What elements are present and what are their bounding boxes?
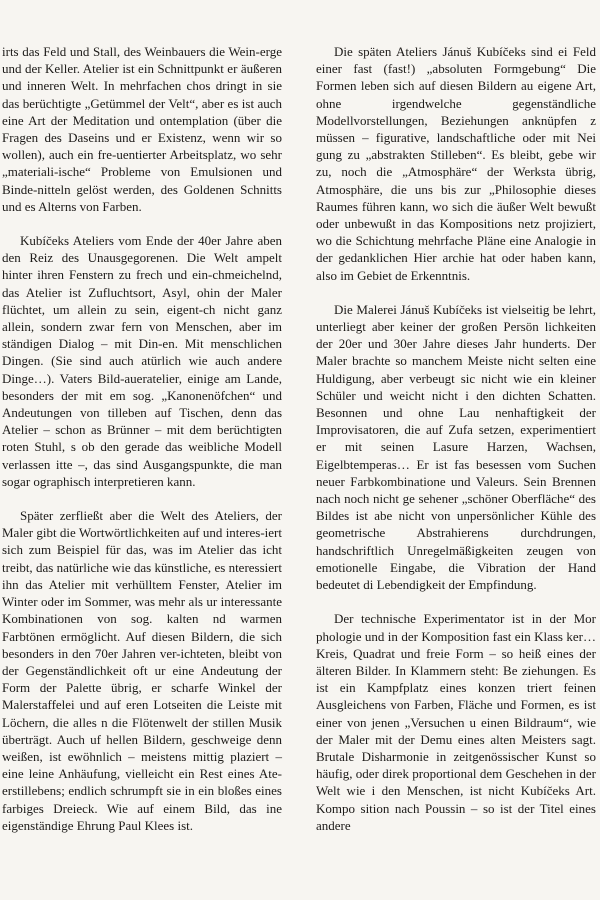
left-paragraph-2: Kubíčeks Ateliers vom Ende der 40er Jahre aben den Reiz des Unausgegorenen. Die Welt ampelt hinter ihren Fenstern zu frech und ein-chmeichelnd, das Atelier ist Zufluchtsort, Asyl, ohin der Maler flüchtet, um allein zu sein, eigent-ch nicht ganz allein, sondern zwar fern von Menschen, aber im ständigen Dialog – mit Din-en. Mit menschlichen Dingen. (Sie sind auch atürlich wie auch andere Dinge…). Vaters Bild-aueratelier, einige am Lande, besonders der mit em sog. „Kanonenöfchen“ und Andeutungen von tilleben auf Tischen, denn das Atelier – schon as Brünner – mit dem berüchtigten roten Stuhl, s ob den gerade das weibliche Modell verlassen itte –, das sind Ausgangspunkte, die man sogar ographisch interpretieren kann. — [2, 233, 282, 489]
right-paragraph-2: Die Malerei Jánuš Kubíčeks ist vielseitig be lehrt, unterliegt aber keiner der großen Persön lichkeiten der 20er und 30er Jahre dieses Jahr hunderts. Der Maler brachte so manchem Meiste nicht selten eine Huldigung, aber verbeugt sic nicht wie ein kleiner Schüler und weicht nicht i den dichten Schatten. Besonnen und ohne Lau nenhaftigkeit der Improvisatoren, die auf Zufa setzen, experimentiert er mit seinen Lasure Harzen, Wachsen, Eigelbtemperas… Er ist fas besessen vom Suchen neuer Farbkombinatione und Valeurs. Sein Brennen nach noch nicht ge sehener „schöner Oberfläche“ des Bildes ist abe nicht von unpersönlicher Kühle des geometrische Abstrahierens durchdrungen, handschriftlich Unregelmäßigkeiten zeugen von emotionelle Eingabe, die Vibration der Hand bedeutet di Lebendigkeit der Empfindung. — [316, 301, 596, 593]
left-paragraph-3: Später zerfließt aber die Welt des Ateliers, der Maler gibt die Wortwörtlichkeiten auf und interes-iert sich zum Beispiel für das, was im Atelier das icht treibt, das natürliche wie das künstliche, es nteressiert ihn das Atelier mit verhülltem Fenster, Atelier im Winter oder im Sommer, was mehr als ur interessante Kombinationen von sog. kalten nd warmen Farbtönen ermöglicht. Auf diesen Bildern, die sich besonders in den 70er Jahren ver-ichteten, bleibt von der Gegenständlichkeit oft ur eine Andeutung der Form der Palette übrig, er scharfe Winkel der Malerstaffelei und auf eren Lotseiten die Leiste mit Löchern, die alles n die Flötenwelt der stillen Musik überträgt. Auch uf hellen Bildern, geschweige denn weißen, ist ewöhnlich – meistens mittig plaziert – eine leine Anhäufung, vielleicht ein Rest eines Ate-erstillebens; endlich schrumpft sie in ein bloßes eines farbiges Dreieck. Wie auf einem Bild, das ine eigenständige Ehrung Paul Klees ist. — [2, 508, 282, 833]
left-paragraph-1: irts das Feld und Stall, des Weinbauers die Wein-erge und der Keller. Atelier ist ein Schnittpunkt er äußeren und inneren Welt. In mehrfachen chos dringt in sie das berüchtigte „Getümmel der Velt“, aber es ist auch eine Art der Meditation und ontemplation (über die Fragen des Daseins und er Existenz, wenn wir so wollen), auch ein fre-uentierter Arbeitsplatz, wo sehr „materiali-ische“ Probleme von Emulsionen und Binde-nitteln gelöst werden, des Goldenen Schnitts und es Alterns von Farben. — [2, 44, 282, 214]
right-paragraph-3: Der technische Experimentator ist in der Mor phologie und in der Komposition fast ein Klass ker… Kreis, Quadrat und freie Form – so heiß eines der älteren Bilder. In Klammern steht: Be ziehungen. Es ist ein Kampfplatz eines konzen triert feinen Ausgleichens von Farben, Fläche und Formen, es ist einer von jenen „Versuchen u einen Bildraum“, wie der Maler mit der Demu eines alten Meisters sagt. Brutale Disharmonie in zeitgenössischer Kunst so häufig, oder direk proportional dem Geschehen in der Welt wie i den Menschen, ist nicht Kubíčeks Art. Kompo sition nach Poussin – so ist der Titel eines andere — [316, 611, 596, 833]
right-column — [316, 43, 596, 834]
right-paragraph-1: Die späten Ateliers Jánuš Kubíčeks sind ei Feld einer fast (fast!) „absoluten Formgebung“ Die Formen leben sich auf diesen Bildern au eigene Art, ohne irgendwelche gegenständliche Modellvorstellungen, Beziehungen anknüpfen z müssen – figurative, landschaftliche oder mit Nei gung zu „abstrakten Stilleben“. Es bleibt, gebe wir zu, noch die „Atmosphäre“ der Werksta übrig, Atmosphäre, die uns bis zur „Philosophie dieses Raumes führen kann, wo sich die äußer Welt bewußt oder unbewußt in das Kompositions netz projiziert, wo die Schichtung mehrfache Pläne eine Analogie in der gedanklichen Hier archie hat oder haben kann, also im Gebiet de Erkenntnis. — [316, 44, 596, 283]
left-column — [0, 43, 282, 834]
